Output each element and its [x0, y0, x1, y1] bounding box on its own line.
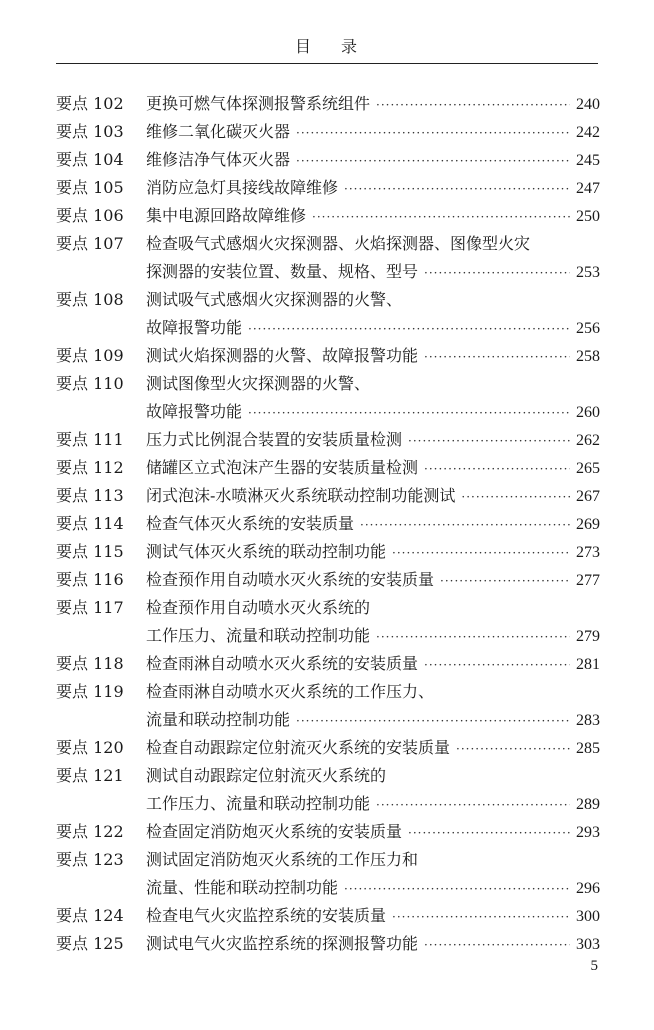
toc-entry-title: 消防应急灯具接线故障维修	[146, 178, 339, 197]
toc-entry-line	[56, 678, 600, 706]
toc-entry-page: 262	[576, 432, 600, 449]
toc-entry-line	[56, 706, 600, 734]
toc-leader-dots	[248, 399, 570, 427]
toc-leader-dots	[360, 511, 570, 539]
toc-leader-dots	[424, 931, 570, 959]
toc-leader-dots	[296, 119, 570, 147]
toc-entry-title: 检查预作用自动喷水灭火系统的	[146, 598, 371, 617]
toc-leader-dots	[344, 875, 570, 903]
toc-entry-page: 300	[576, 908, 600, 925]
toc-entry-title: 故障报警功能	[146, 318, 243, 337]
toc-leader-dots	[344, 175, 570, 203]
toc-entry-title: 检查气体灭火系统的安装质量	[146, 514, 355, 533]
toc-entry-page: 267	[576, 488, 600, 505]
toc-entry-title: 测试电气火灾监控系统的探测报警功能	[146, 934, 419, 953]
toc-entry-page: 293	[576, 824, 600, 841]
toc-entry-code: 要点 124	[56, 906, 124, 925]
toc-entry-title: 测试固定消防炮灭火系统的工作压力和	[146, 850, 419, 869]
toc-entry-code: 要点 104	[56, 150, 124, 169]
toc-entry-title: 工作压力、流量和联动控制功能	[146, 626, 371, 645]
toc-entry-title: 测试气体灭火系统的联动控制功能	[146, 542, 387, 561]
toc-entry-line	[56, 146, 600, 174]
toc-entry-line	[56, 286, 600, 314]
toc-entry-title: 闭式泡沫-水喷淋灭火系统联动控制功能测试	[146, 486, 456, 505]
toc-leader-dots	[296, 147, 570, 175]
toc-entry[interactable]	[56, 202, 600, 230]
toc-entry-page: 269	[576, 516, 600, 533]
toc-entry-code: 要点 102	[56, 94, 124, 113]
toc-entry-page: 273	[576, 544, 600, 561]
toc-entry[interactable]	[56, 370, 600, 426]
toc-entry-title: 检查雨淋自动喷水灭火系统的安装质量	[146, 654, 419, 673]
toc-entry[interactable]	[56, 762, 600, 818]
toc-entry-code: 要点 107	[56, 234, 124, 253]
toc-entry-code: 要点 109	[56, 346, 124, 365]
toc-entry-code: 要点 121	[56, 766, 124, 785]
toc-entry-line	[56, 314, 600, 342]
toc-entry-title: 更换可燃气体探测报警系统组件	[146, 94, 371, 113]
toc-leader-dots	[440, 567, 570, 595]
toc-entry-line	[56, 538, 600, 566]
toc-entry-page: 303	[576, 936, 600, 953]
toc-leader-dots	[424, 343, 570, 371]
toc-entry[interactable]	[56, 818, 600, 846]
toc-entry-title: 工作压力、流量和联动控制功能	[146, 794, 371, 813]
toc-entry-title: 测试自动跟踪定位射流灭火系统的	[146, 766, 387, 785]
toc-entry-line	[56, 846, 600, 874]
toc-entry-line	[56, 118, 600, 146]
toc-entry[interactable]	[56, 678, 600, 734]
toc-leader-dots	[424, 259, 570, 287]
toc-entry-code: 要点 106	[56, 206, 124, 225]
toc-entry-code: 要点 125	[56, 934, 124, 953]
toc-entry-code: 要点 122	[56, 822, 124, 841]
toc-entry[interactable]	[56, 118, 600, 146]
toc-entry-title: 检查电气火灾监控系统的安装质量	[146, 906, 387, 925]
toc-entry-line	[56, 734, 600, 762]
toc-entry-page: 265	[576, 460, 600, 477]
toc-entry-page: 260	[576, 404, 600, 421]
toc-entry-title: 维修洁净气体灭火器	[146, 150, 291, 169]
toc-entry[interactable]	[56, 426, 600, 454]
toc-entry[interactable]	[56, 594, 600, 650]
toc-entry[interactable]	[56, 510, 600, 538]
toc-entry[interactable]	[56, 846, 600, 902]
toc-entry-code: 要点 118	[56, 654, 124, 673]
toc-entry-code: 要点 103	[56, 122, 124, 141]
toc-leader-dots	[312, 203, 570, 231]
toc-entry-title: 流量、性能和联动控制功能	[146, 878, 339, 897]
toc-entry-page: 245	[576, 152, 600, 169]
toc-entry[interactable]	[56, 286, 600, 342]
toc-entry-title: 探测器的安装位置、数量、规格、型号	[146, 262, 419, 281]
toc-entry-code: 要点 115	[56, 542, 124, 561]
toc-leader-dots	[456, 735, 570, 763]
toc-entry-line	[56, 874, 600, 902]
toc-entry-title: 流量和联动控制功能	[146, 710, 291, 729]
toc-entry-line	[56, 510, 600, 538]
toc-entry[interactable]	[56, 342, 600, 370]
toc-entry-line	[56, 622, 600, 650]
toc-entry-line	[56, 342, 600, 370]
header-rule	[56, 63, 598, 64]
toc-leader-dots	[248, 315, 570, 343]
page-header-title	[0, 34, 654, 57]
toc-entry-line	[56, 230, 600, 258]
toc-entry-page: 296	[576, 880, 600, 897]
toc-entry-page: 289	[576, 796, 600, 813]
toc-entry[interactable]	[56, 230, 600, 286]
toc-entry-title: 压力式比例混合装置的安装质量检测	[146, 430, 403, 449]
toc-entry-title: 检查吸气式感烟火灾探测器、火焰探测器、图像型火灾	[146, 234, 531, 253]
toc-entry[interactable]	[56, 902, 600, 930]
toc-entry-title: 检查自动跟踪定位射流灭火系统的安装质量	[146, 738, 451, 757]
toc-entry-page: 279	[576, 628, 600, 645]
toc-entry-page: 250	[576, 208, 600, 225]
toc-entry-line	[56, 482, 600, 510]
toc-entry[interactable]	[56, 146, 600, 174]
toc-entry-code: 要点 114	[56, 514, 124, 533]
toc-entry-page: 247	[576, 180, 600, 197]
toc-entry[interactable]	[56, 454, 600, 482]
toc-entry-page: 281	[576, 656, 600, 673]
toc-entry-code: 要点 112	[56, 458, 124, 477]
toc-leader-dots	[408, 819, 570, 847]
toc-entry[interactable]	[56, 538, 600, 566]
toc-entry-line	[56, 370, 600, 398]
toc-entry-title: 检查雨淋自动喷水灭火系统的工作压力、	[146, 682, 435, 701]
toc-entry[interactable]	[56, 90, 600, 118]
toc-entry[interactable]	[56, 482, 600, 510]
toc-entry-title: 测试吸气式感烟火灾探测器的火警、	[146, 290, 403, 309]
toc-entry-line	[56, 902, 600, 930]
toc-entry-page: 277	[576, 572, 600, 589]
toc-leader-dots	[424, 455, 570, 483]
toc-entry-line	[56, 202, 600, 230]
toc-entry-line	[56, 566, 600, 594]
toc-entry-line	[56, 454, 600, 482]
toc-entry[interactable]	[56, 930, 600, 958]
toc-leader-dots	[408, 427, 570, 455]
toc-entry-page: 283	[576, 712, 600, 729]
toc-entry-page: 253	[576, 264, 600, 281]
toc-entry-title: 故障报警功能	[146, 402, 243, 421]
toc-entry[interactable]	[56, 650, 600, 678]
toc-entry-title: 检查预作用自动喷水灭火系统的安装质量	[146, 570, 435, 589]
toc-entry-code: 要点 108	[56, 290, 124, 309]
toc-entry[interactable]	[56, 566, 600, 594]
toc-entry-line	[56, 650, 600, 678]
toc-leader-dots	[376, 623, 570, 651]
header-title-char-1: 目	[294, 37, 313, 56]
toc-entry-code: 要点 116	[56, 570, 124, 589]
toc-entry-line	[56, 818, 600, 846]
toc-entry-code: 要点 117	[56, 598, 124, 617]
table-of-contents	[56, 90, 600, 958]
toc-entry[interactable]	[56, 734, 600, 762]
toc-leader-dots	[296, 707, 570, 735]
toc-leader-dots	[392, 539, 570, 567]
toc-entry-code: 要点 123	[56, 850, 124, 869]
toc-leader-dots	[376, 91, 570, 119]
toc-entry-title: 储罐区立式泡沫产生器的安装质量检测	[146, 458, 419, 477]
toc-entry-page: 256	[576, 320, 600, 337]
toc-leader-dots	[392, 903, 570, 931]
toc-entry-title: 集中电源回路故障维修	[146, 206, 307, 225]
toc-entry-line	[56, 930, 600, 958]
toc-entry-title: 维修二氧化碳灭火器	[146, 122, 291, 141]
toc-entry-line	[56, 90, 600, 118]
toc-entry-code: 要点 105	[56, 178, 124, 197]
toc-entry-line	[56, 174, 600, 202]
toc-leader-dots	[376, 791, 570, 819]
page-number: 5	[590, 958, 598, 974]
toc-entry-line	[56, 426, 600, 454]
toc-entry-page: 285	[576, 740, 600, 757]
toc-entry-title: 测试图像型火灾探测器的火警、	[146, 374, 371, 393]
toc-entry-line	[56, 398, 600, 426]
toc-entry-page: 258	[576, 348, 600, 365]
toc-entry-code: 要点 113	[56, 486, 124, 505]
toc-entry[interactable]	[56, 174, 600, 202]
toc-entry-line	[56, 790, 600, 818]
toc-entry-line	[56, 762, 600, 790]
toc-entry-code: 要点 110	[56, 374, 124, 393]
toc-entry-code: 要点 111	[56, 430, 124, 449]
toc-leader-dots	[424, 651, 570, 679]
toc-entry-code: 要点 120	[56, 738, 124, 757]
toc-leader-dots	[461, 483, 570, 511]
toc-entry-line	[56, 594, 600, 622]
toc-entry-page: 240	[576, 96, 600, 113]
header-title-char-2: 录	[341, 37, 360, 56]
toc-entry-line	[56, 258, 600, 286]
toc-entry-title: 测试火焰探测器的火警、故障报警功能	[146, 346, 419, 365]
toc-entry-title: 检查固定消防炮灭火系统的安装质量	[146, 822, 403, 841]
toc-entry-code: 要点 119	[56, 682, 124, 701]
toc-entry-page: 242	[576, 124, 600, 141]
